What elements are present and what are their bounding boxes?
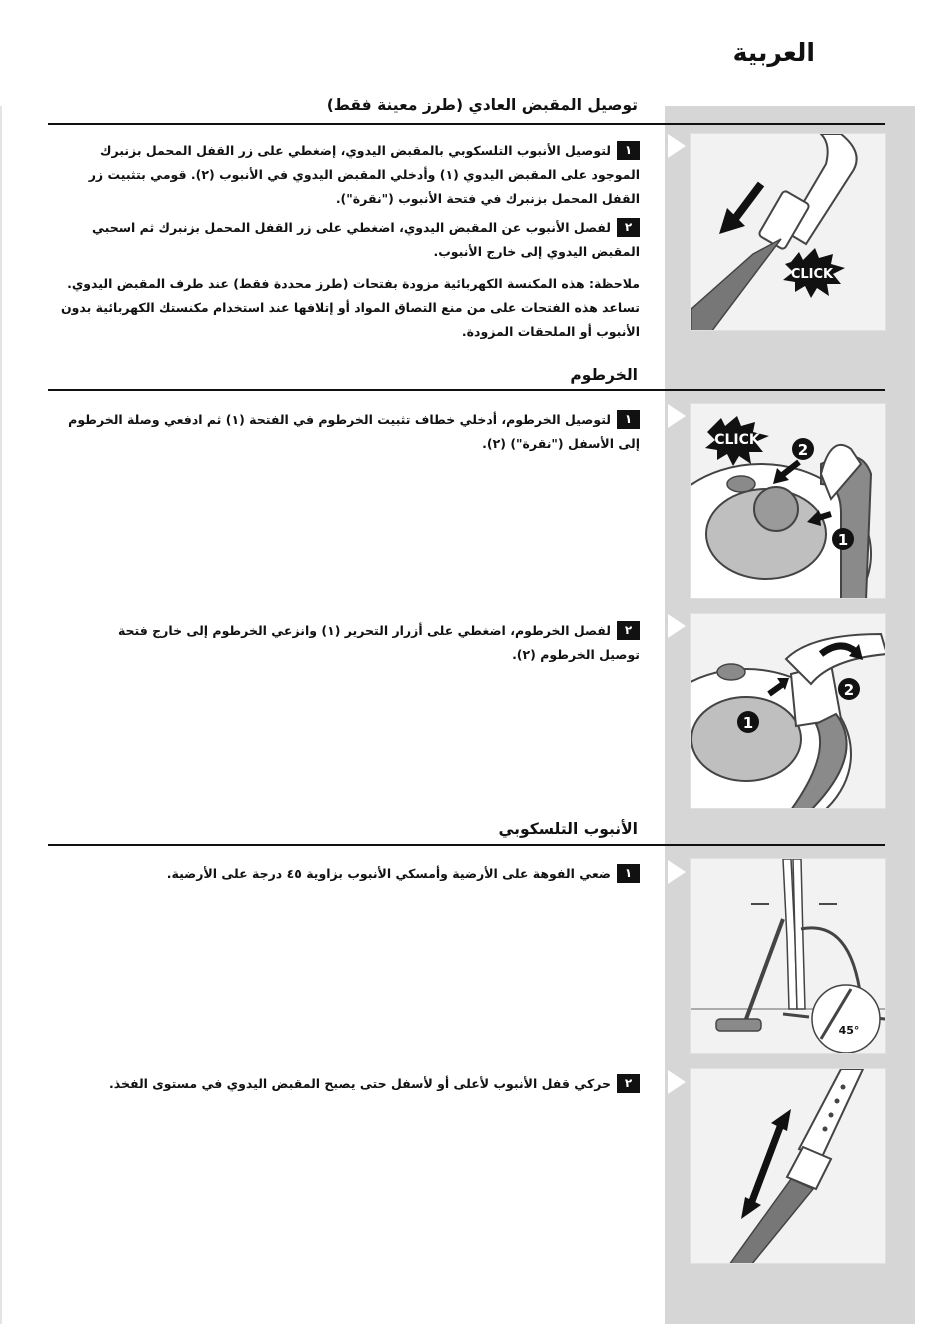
left-margin-line bbox=[0, 106, 2, 1324]
figure-tube-adjust bbox=[690, 1068, 886, 1264]
section-heading-hose: الخرطوم bbox=[570, 366, 638, 384]
figure-pointer bbox=[668, 1070, 686, 1094]
note-text: ملاحظة: هذه المكنسة الكهربائية مزودة بفتحات (طرز محددة فقط) عند طرف المقبض اليدوي. تساعد هذه الفتحات على من منع التصاق المواد أو إتلافها عند استخدام مكنستك الكهربائية بدون الأنبوب أو الملحقات المزودة. bbox=[60, 276, 640, 339]
step-number: ١ bbox=[617, 864, 640, 883]
step-text: لتوصيل الخرطوم، أدخلي خطاف تثبيت الخرطوم في الفتحة (١) ثم ادفعي وصلة الخرطوم إلى الأسفل ("نقرة") (٢). bbox=[68, 412, 640, 451]
step-text: لفصل الخرطوم، اضغطي على أزرار التحرير (١) وانزعي الخرطوم إلى خارج فتحة توصيل الخرطوم (٢). bbox=[117, 623, 640, 662]
step-item bbox=[80, 862, 640, 886]
callout-number: 1 bbox=[742, 714, 754, 732]
step-text: ضعي الفوهة على الأرضية وأمسكي الأنبوب بزاوية ٤٥ درجة على الأرضية. bbox=[166, 866, 611, 881]
angle-label: 45° bbox=[838, 1024, 860, 1037]
figure-tube-angle bbox=[690, 858, 886, 1054]
section-heading-handle: توصيل المقبض العادي (طرز معينة فقط) bbox=[326, 96, 638, 114]
step-number: ١ bbox=[617, 141, 640, 160]
step-item bbox=[55, 216, 640, 264]
callout-number: 2 bbox=[797, 441, 809, 459]
figure-pointer bbox=[668, 614, 686, 638]
step-number: ٢ bbox=[617, 218, 640, 237]
figure-handle-connect bbox=[690, 133, 886, 331]
callout-number: 2 bbox=[843, 681, 855, 699]
step-item bbox=[80, 1072, 640, 1096]
section-rule bbox=[48, 123, 885, 125]
step-item bbox=[80, 619, 640, 667]
language-title: العربية bbox=[732, 38, 815, 67]
step-number: ١ bbox=[617, 410, 640, 429]
section-rule bbox=[48, 389, 885, 391]
step-text: حركي قفل الأنبوب لأعلى أو لأسفل حتى يصبح المقبض اليدوي في مستوى الفخذ. bbox=[108, 1076, 611, 1091]
step-text: لفصل الأنبوب عن المقبض اليدوي، اضغطي على زر القفل المحمل بزنبرك ثم اسحبي المقبض اليدوي إلى خارج الأنبوب. bbox=[91, 220, 640, 259]
figure-pointer bbox=[668, 860, 686, 884]
click-label: CLICK bbox=[790, 267, 834, 282]
section-rule bbox=[48, 844, 885, 846]
figure-hose-release bbox=[690, 613, 886, 809]
figure-pointer bbox=[668, 404, 686, 428]
callout-number: 1 bbox=[837, 531, 849, 549]
step-item bbox=[55, 139, 640, 211]
section-heading-telescopic-tube: الأنبوب التلسكوبي bbox=[498, 820, 638, 838]
step-text: لتوصيل الأنبوب التلسكوبي بالمقبض اليدوي، إضغطي على زر القفل المحمل بزنبرك الموجود على المقبض اليدوي (١) وأدخلي المقبض اليدوي في الأنبوب (٢). قومي بتثبيت زر القفل المحمل بزنبرك في فتحة الأنبوب ("نقرة"). bbox=[88, 143, 640, 206]
step-item bbox=[55, 408, 640, 456]
figure-pointer bbox=[668, 134, 686, 158]
click-label: CLICK bbox=[714, 432, 760, 448]
step-number: ٢ bbox=[617, 1074, 640, 1093]
page-edge bbox=[915, 106, 933, 1324]
step-number: ٢ bbox=[617, 621, 640, 640]
figure-hose-connect bbox=[690, 403, 886, 599]
